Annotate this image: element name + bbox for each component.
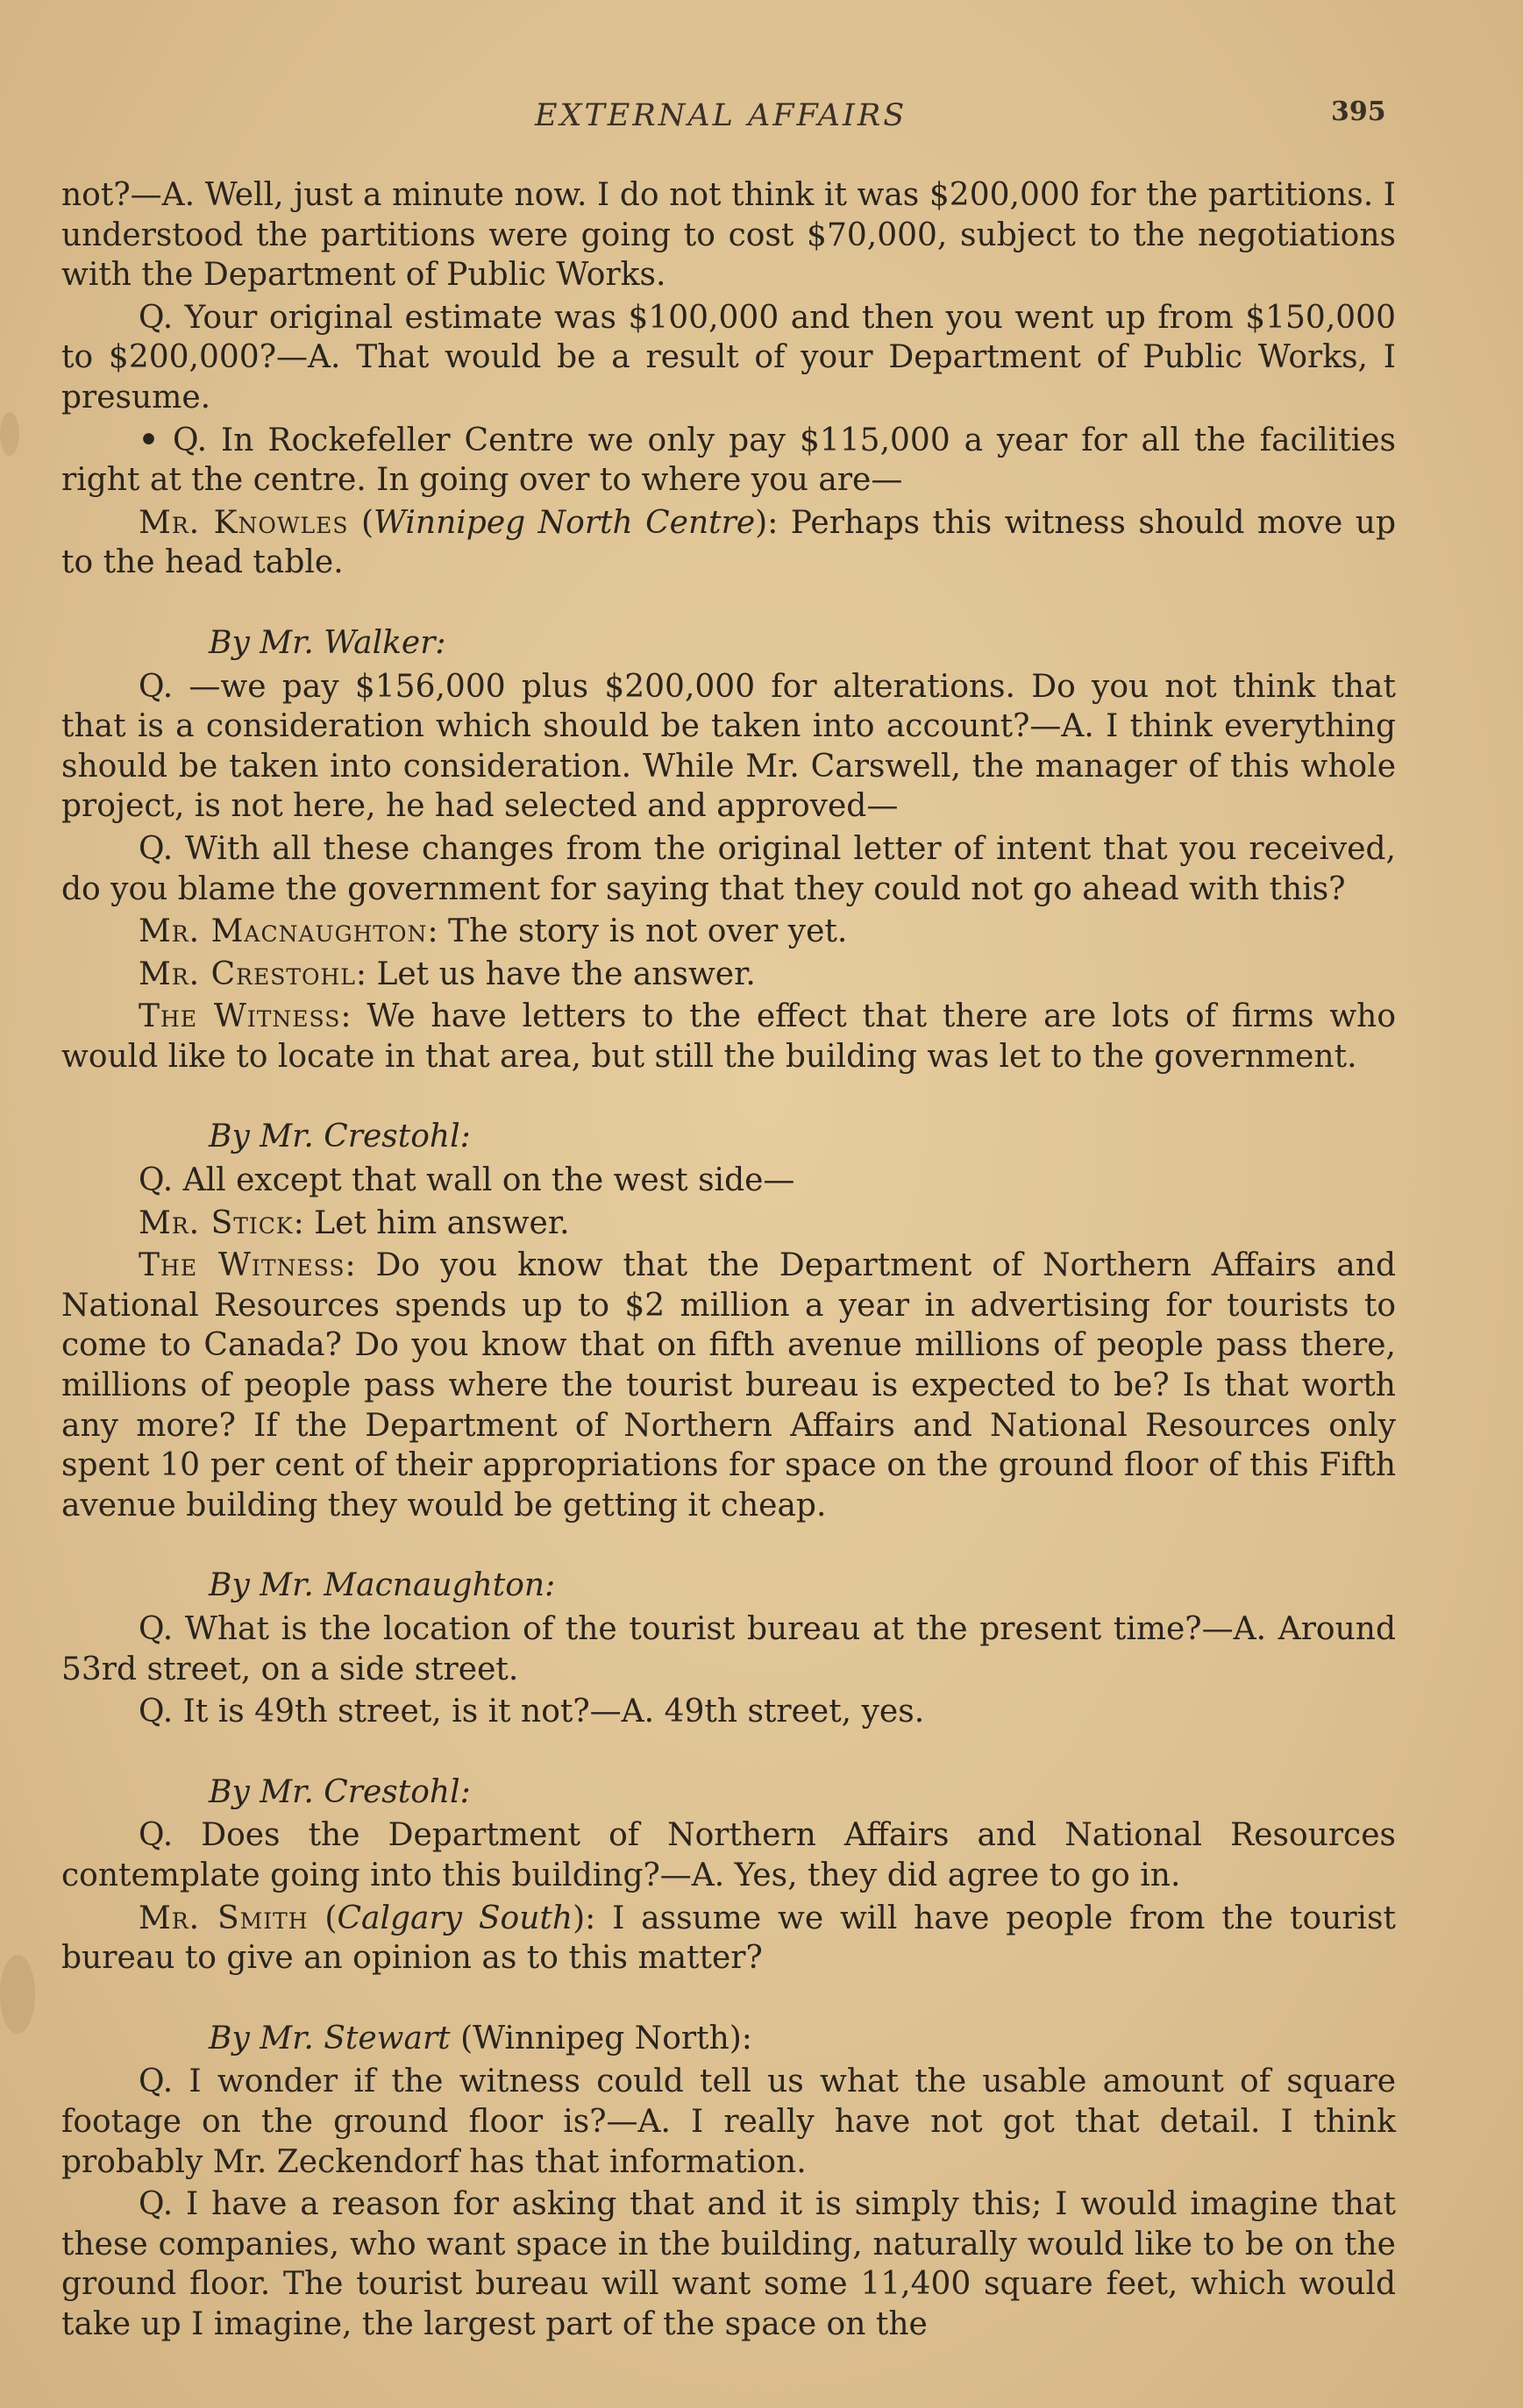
page-header [0,98,1523,151]
examiner-heading: By Mr. Walker: [209,624,446,661]
paragraph: Mr. Stick: Let him answer. [139,1204,570,1241]
paragraph: The Witness: We have letters to the effect that there are lots of firms who would like to locate in that area, but still the building was let to the government. [61,998,1397,1075]
running-title: EXTERNAL AFFAIRS [535,98,907,133]
speaker-name: Mr. Knowles [139,504,349,541]
paragraph: Q. Your original estimate was $100,000 and then you went up from $150,000 to $200,000?—A. That would be a result of your Department of Public Works, I presume. [61,299,1396,416]
paragraph: Q. I wonder if the witness could tell us what the usable amount of square footage on the ground floor is?—A. I really have not got that detail. I think probably Mr. Zeckendorf has that information. [61,2063,1396,2180]
paragraph: Q. With all these changes from the original letter of intent that you received, do you blame the government for saying that they could not go ahead with this? [61,830,1396,907]
riding-name: Calgary South [337,1900,573,1936]
speaker-name: Mr. Smith [139,1900,309,1936]
paragraph: Q. I have a reason for asking that and it is simply this; I would imagine that these companies, who want space in the building, naturally would like to be on the ground floor. The tourist bureau will want some 11,400 square feet, which would take up I imagine, the largest part of the space on the [61,2186,1396,2342]
bullet-mark: • [139,421,160,458]
paragraph: The Witness: Do you know that the Department of Northern Affairs and National Resources spends up to $2 million a year in advertising for tourists to come to Canada? Do you know that on fifth avenue millions of people pass there, millions of people pass where the tourist bureau is expected to be? Is that worth any more? If the Department of Northern Affairs and National Resources only spent 10 per cent of their appropriations for space on the ground floor of this Fifth avenue building they would be getting it cheap. [61,1247,1396,1524]
examiner-heading: By Mr. Stewart (Winnipeg North): [209,2020,752,2056]
speaker-name: Mr. Crestohl [139,955,356,992]
paragraph: Q. Does the Department of Northern Affairs and National Resources contemplate going into this building?—A. Yes, they did agree to go in. [61,1817,1396,1893]
paragraph: Q. —we pay $156,000 plus $200,000 for alterations. Do you not think that that is a consideration which should be taken into account?—A. I think everything should be taken into consideration. While Mr. Carswell, the manager of this whole project, is not here, he had selected and approved— [61,668,1396,825]
examiner-heading: By Mr. Crestohl: [209,1773,471,1810]
paper-stain [0,412,19,456]
body-text [61,175,1396,2348]
paragraph: Mr. Knowles (Winnipeg North Centre): Perhaps this witness should move up to the head table. [61,504,1396,581]
speaker-name: Mr. Stick [139,1204,294,1241]
paragraph: Q. What is the location of the tourist bureau at the present time?—A. Around 53rd street, on a side street. [61,1611,1396,1687]
examiner-heading: By Mr. Crestohl: [209,1119,471,1155]
paragraph: Mr. Crestohl: Let us have the answer. [139,955,756,992]
paragraph: Q. It is 49th street, is it not?—A. 49th street, yes. [139,1694,925,1730]
paper-stain [0,1955,35,2034]
speaker-name: The Witness [139,1247,345,1284]
riding-name: Winnipeg North Centre [374,504,756,541]
page-number: 395 [1331,96,1386,127]
examiner-heading: By Mr. Macnaughton: [209,1567,556,1604]
paragraph: Mr. Smith (Calgary South): I assume we will have people from the tourist bureau to give an opinion as to this matter? [61,1900,1396,1977]
speaker-name: The Witness [139,998,341,1035]
paragraph: Q. All except that wall on the west side— [139,1162,795,1199]
paragraph: not?—A. Well, just a minute now. I do not think it was $200,000 for the partitions. I understood the partitions were going to cost $70,000, subject to the negotiations with the Department of Public Works. [61,177,1396,294]
paragraph: • Q. In Rockefeller Centre we only pay $115,000 a year for all the facilities right at the centre. In going over to where you are— [61,421,1396,499]
speaker-name: Mr. Macnaughton [139,913,428,950]
paragraph: Mr. Macnaughton: The story is not over yet. [139,913,848,950]
